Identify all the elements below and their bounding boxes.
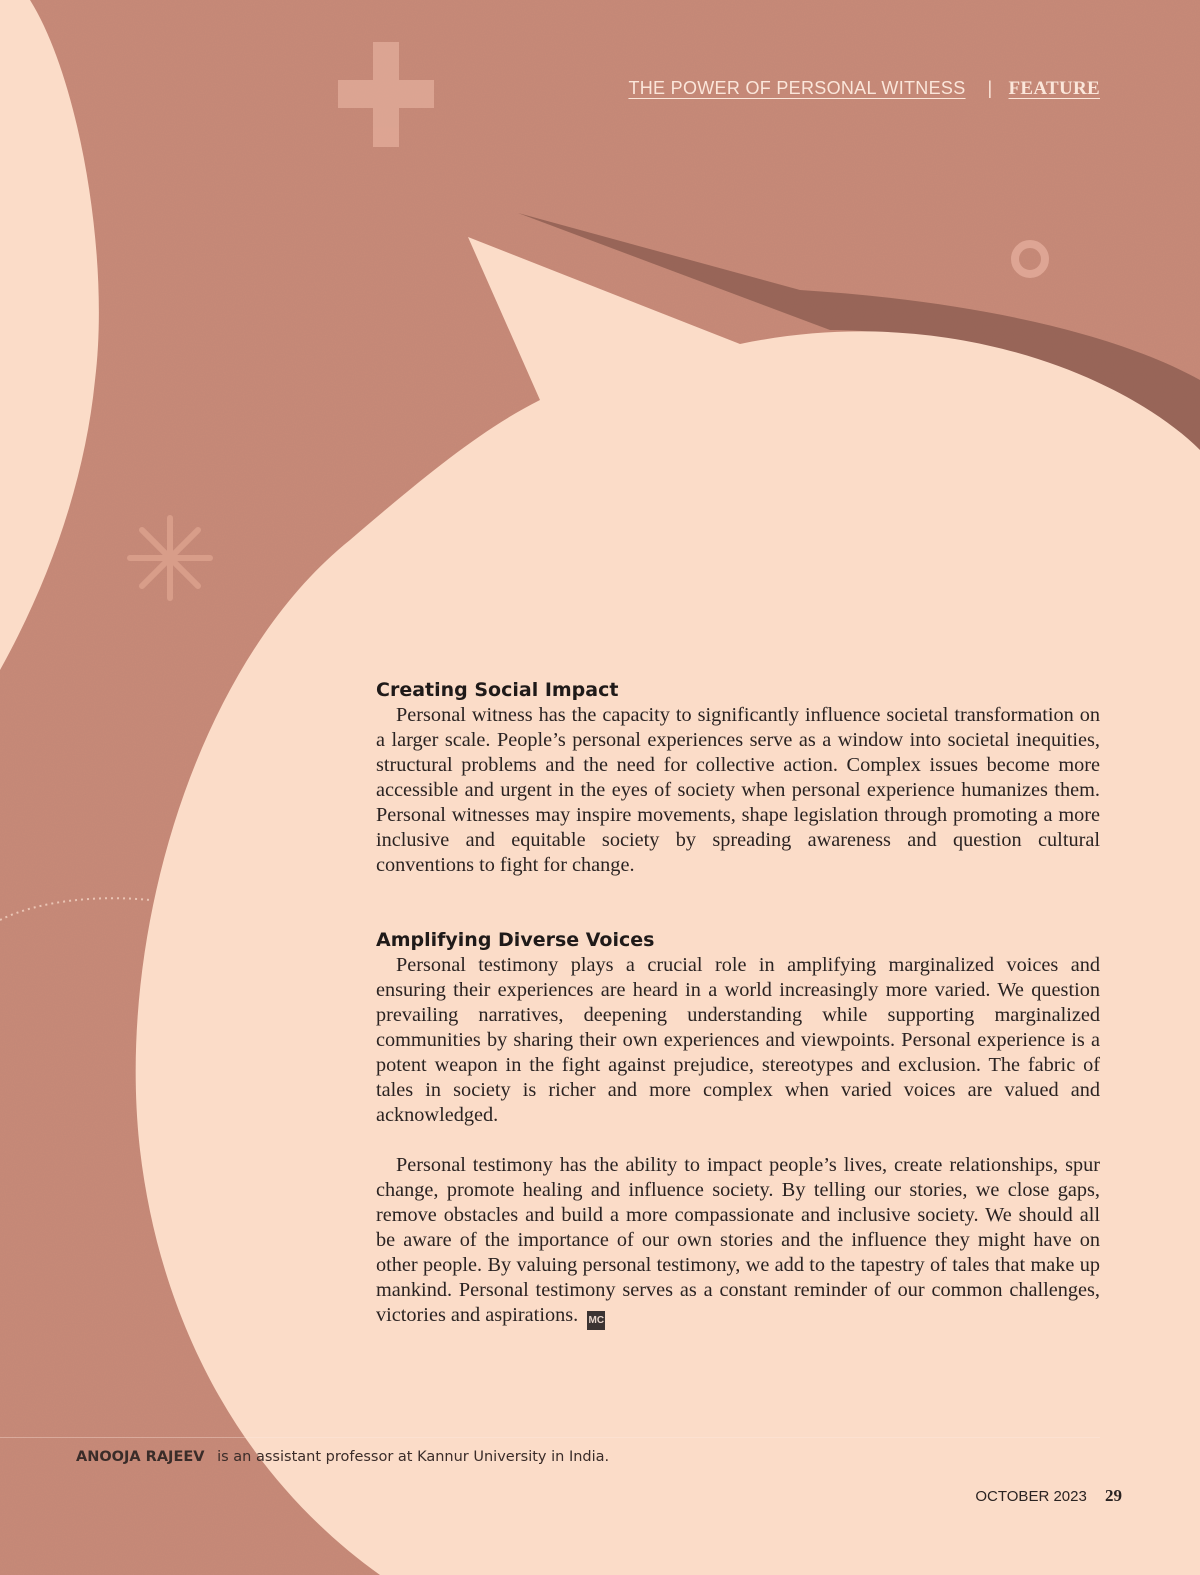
category-label: FEATURE [1008, 78, 1100, 99]
paragraph-text: Personal testimony has the ability to impact people’s lives, create relationships, spur change, promote healing and influence society. By telling our stories, we close gaps, remove obstacles and build a more compassionate and inclusive society. We should all be aware of the importance of our own stories and the influence they might have on other people. By valuing personal testimony, we add to the tapestry of tales that make up mankind. Personal testimony serves as a constant reminder of our common challenges, victories and aspirations. [376, 1154, 1100, 1326]
asterisk-icon [130, 518, 210, 598]
header-separator: | [987, 78, 993, 98]
paragraph-final [376, 1153, 1100, 1330]
paragraph: Personal witness has the capacity to significantly influence societal transformation on a larger scale. People’s personal experiences serve as a window into societal inequities, structural problems and the need for collective action. Complex issues become more accessible and urgent in the eyes of society when personal experience humanizes them. Personal witnesses may inspire movements, shape legislation through promoting a more inclusive and equitable society by spreading awareness and question cultural conventions to fight for change. [376, 704, 1100, 876]
section-heading-social-impact: Creating Social Impact [376, 679, 619, 701]
footer-divider [0, 1437, 1100, 1438]
page-folio [975, 1486, 1122, 1506]
author-description: is an assistant professor at Kannur University in India. [217, 1449, 610, 1465]
article-body [376, 678, 1100, 1330]
paragraph: Personal testimony plays a crucial role in amplifying marginalized voices and ensuring their experiences are heard in a world increasingly more varied. We question prevailing narratives, deepening understanding while supporting marginalized communities by sharing their own experiences and viewpoints. Personal experience is a potent weapon in the fight against prejudice, stereotypes and exclusion. The fabric of tales in society is richer and more complex when varied voices are valued and acknowledged. [376, 954, 1100, 1126]
author-name: ANOOJA RAJEEV [76, 1449, 205, 1465]
page-number: 29 [1105, 1486, 1122, 1505]
section-heading-diverse-voices: Amplifying Diverse Voices [376, 929, 655, 951]
section-title: THE POWER OF PERSONAL WITNESS [628, 78, 966, 98]
issue-date: OCTOBER 2023 [975, 1488, 1087, 1505]
running-header [628, 78, 1100, 100]
author-bio [76, 1449, 609, 1465]
end-mark-icon: MC [587, 1311, 605, 1330]
